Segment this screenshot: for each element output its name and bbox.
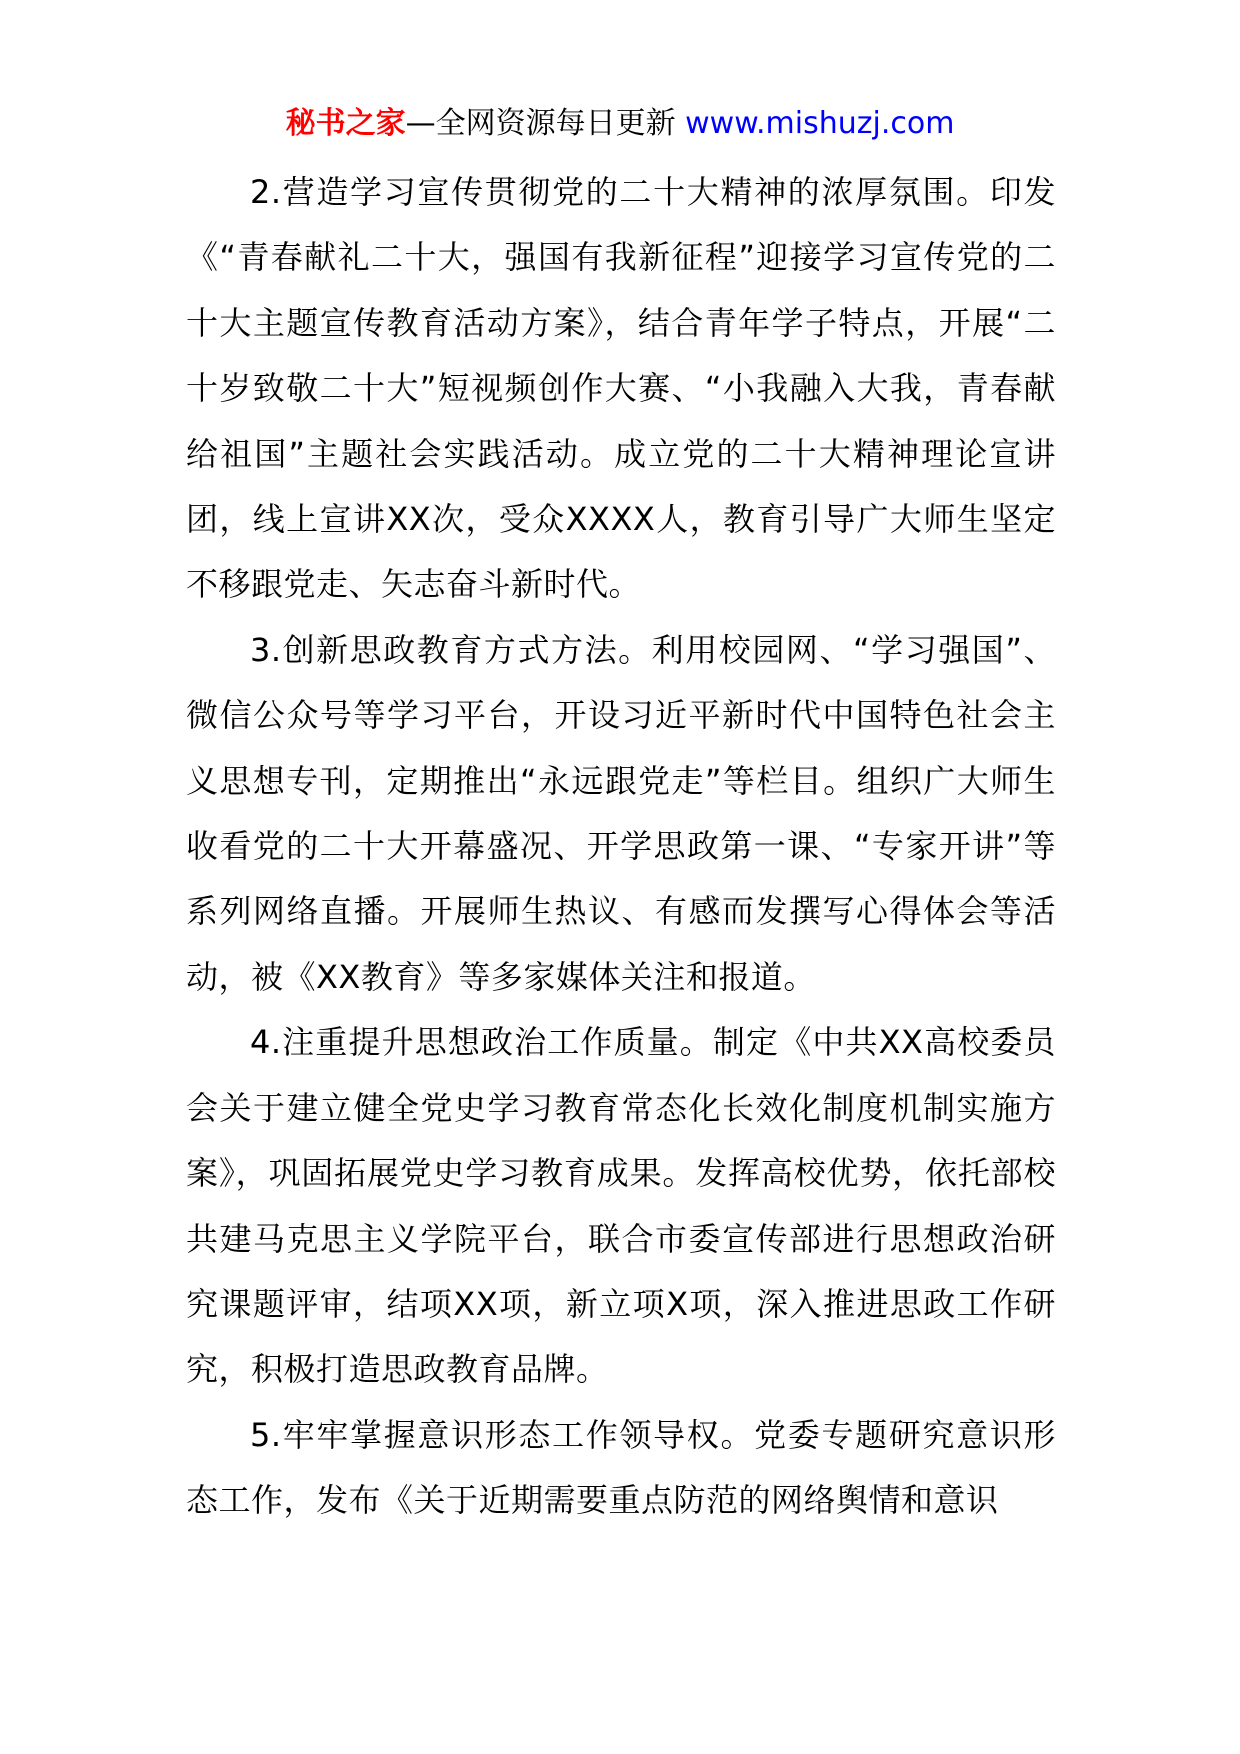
paragraph-5: 5.牢牢掌握意识形态工作领导权。党委专题研究意识形态工作，发布《关于近期需要重点防范的网络舆情和意识 [186,1415,1056,1520]
header-tagline: —全网资源每日更新 [405,106,676,141]
brand-name: 秘书之家 [285,106,406,141]
site-link[interactable]: www.mishuzj.com [685,106,955,141]
paragraph-4: 4.注重提升思想政治工作质量。制定《中共XX高校委员会关于建立健全党史学习教育常态化长效化制度机制实施方案》，巩固拓展党史学习教育成果。发挥高校优势，依托部校共建马克思主义学院平台，联合市委宣传部进行思想政治研究课题评审，结项XX项，新立项X项，深入推进思政工作研究，积极打造思政教育品牌。 [186,1023,1056,1389]
page-header [0,104,1240,144]
paragraph-2: 2.营造学习宣传贯彻党的二十大精神的浓厚氛围。印发《“青春献礼二十大，强国有我新征程”迎接学习宣传党的二十大主题宣传教育活动方案》，结合青年学子特点，开展“二十岁致敬二十大”短视频创作大赛、“小我融入大我，青春献给祖国”主题社会实践活动。成立党的二十大精神理论宣讲团，线上宣讲XX次，受众XXXX人，教育引导广大师生坚定不移跟党走、矢志奋斗新时代。 [186,173,1056,604]
document-body [186,160,1056,1534]
paragraph-3: 3.创新思政教育方式方法。利用校园网、“学习强国”、微信公众号等学习平台，开设习近平新时代中国特色社会主义思想专刊，定期推出“永远跟党走”等栏目。组织广大师生收看党的二十大开幕盛况、开学思政第一课、“专家开讲”等系列网络直播。开展师生热议、有感而发撰写心得体会等活动，被《XX教育》等多家媒体关注和报道。 [186,630,1056,996]
